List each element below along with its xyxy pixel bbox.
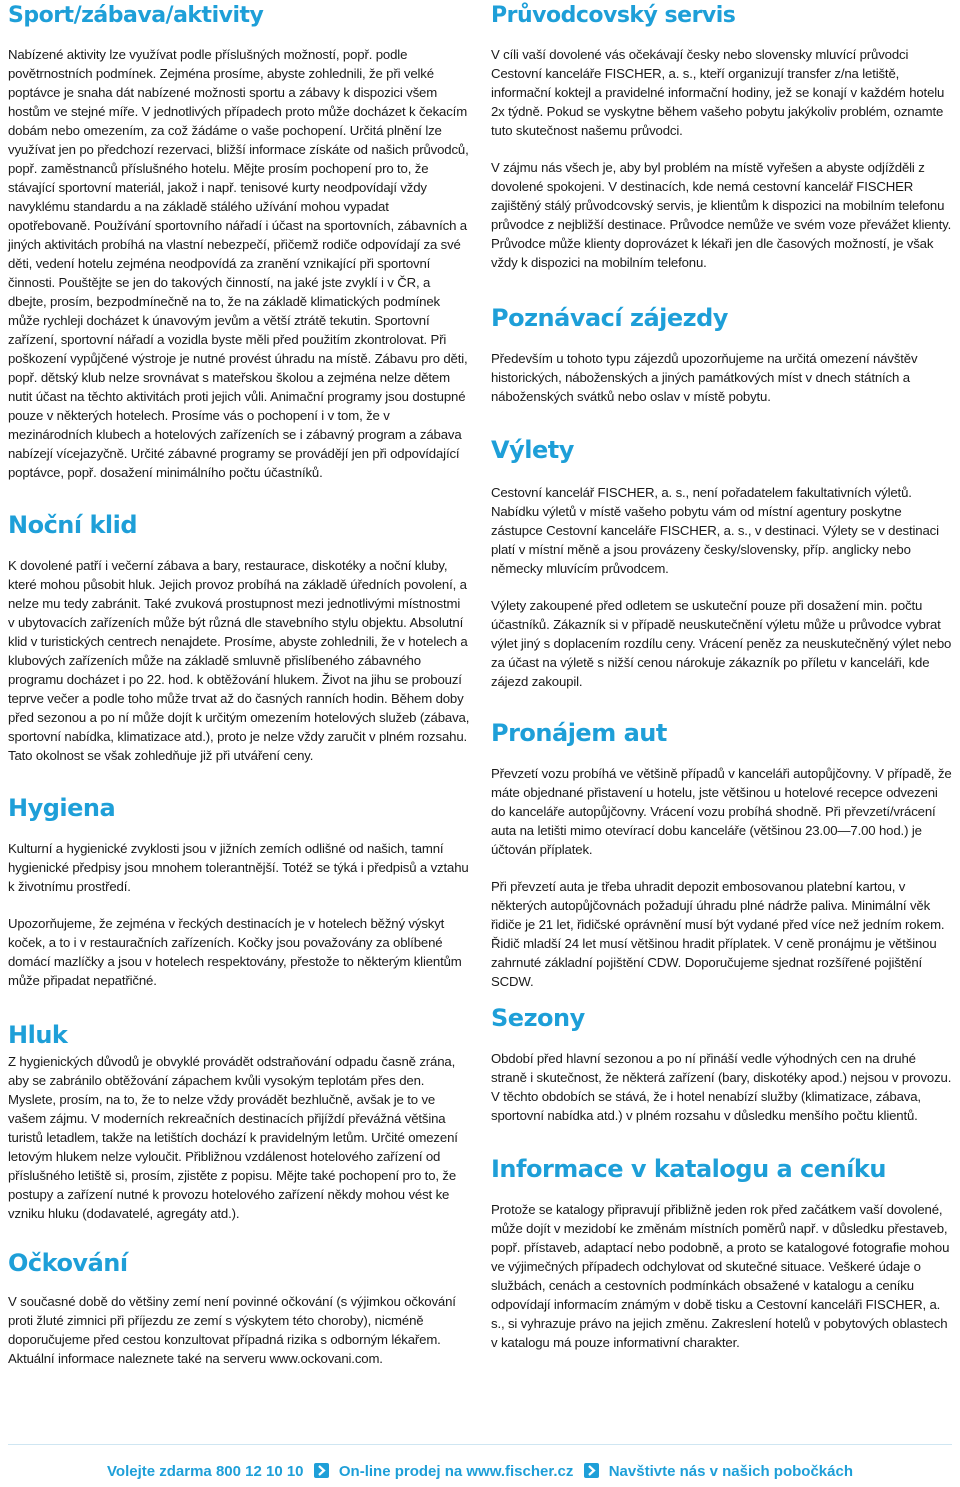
section-title: Informace v katalogu a ceníku [491, 1155, 886, 1183]
section-sezony [491, 1005, 953, 1125]
section-hygiena [8, 795, 470, 990]
section-text: Cestovní kancelář FISCHER, a. s., není pořadatelem fakultativních výletů. Nabídku výletů v místě vašeho pobytu vám od místní agentury poskytne zástupce Cestovní kanceláře FISCHER, a. s., v destinaci. Výlety se v destinaci platí v místní měně a jsou provázeny česky/slovensky, příp. anglicky nebo německy mluvícím průvodcem. [491, 485, 939, 577]
section-text: Při převzetí auta je třeba uhradit depozit embosovanou platební kartou, v některých autopůjčovnách požadují úhradu plné nádrže paliva. Minimální věk řidiče je 21 let, řidičské oprávnění musí být vydané před více než jedním rokem. Řidič mladší 24 let musí většinou hradit příplatek. V ceně pronájmu je většinou zahrnuté základní pojištění CDW. Doporučujeme sjednat rozšířené pojištění SCDW. [491, 879, 945, 990]
section-title: Pronájem aut [491, 719, 667, 747]
section-text: V současné době do většiny zemí není povinné očkování (s výjimkou očkování proti žluté zimnici při příjezdu ze zemí s výskytem této choroby), nicméně doporučujeme před cestou konzultovat případná rizika s odborným lékařem. Aktuální informace naleznete také na serveru www.ockovani.com. [8, 1294, 456, 1367]
section-informace [491, 1156, 953, 1352]
section-text: Výlety zakoupené před odletem se uskuteční pouze při dosažení min. počtu účastníků. Zákazník si v případě neuskutečnění výletu může u průvodce vybrat výlet jiný s doplacením rozdílu ceny. Vrácení peněz za neuskutečněný výlet nebo za účast na výletě s nižší cenou nárokuje zákazník po příletu v kanceláři, kde zájezd zakoupil. [491, 598, 952, 690]
chevron-right-icon [314, 1463, 329, 1478]
footer-phone: Volejte zdarma 800 12 10 10 [107, 1463, 304, 1480]
section-title: Výlety [491, 436, 574, 464]
footer-branches: Navštivte nás v našich pobočkách [608, 1463, 853, 1480]
chevron-right-icon [584, 1463, 599, 1478]
section-title: Sport/zábava/aktivity [8, 3, 264, 28]
section-text: Protože se katalogy připravují přibližně jeden rok před začátkem vaší dovolené, může dojít v mezidobí ke změnám místních poměrů např. v důsledku přestaveb, popř. přístaveb, adaptací nebo podobně, a proto se katalogové fotografie mohou ve výjimečných případech odchylovat od skutečné situace. Veškeré údaje o službách, cenách a cestovních podmínkách obsažené v katalogu a ceníku odpovídají informacím známým v době tisku a Cestovní kanceláři FISCHER, a. s., si vyhrazuje právo na jejich změnu. Zakreslení hotelů v pobytových oblastech v katalogu má pouze informativní charakter. [491, 1202, 950, 1351]
section-pronajem-aut [491, 720, 953, 991]
section-title: Hygiena [8, 794, 116, 822]
section-text: V zájmu nás všech je, aby byl problém na místě vyřešen a abyste odjížděli z dovolené spokojeni. V destinacích, kde nemá cestovní kancelář FISCHER zajištěný stálý průvodcovský servis, je klientům k dispozici na mobilním telefonu průvodce z nejbližší destinace. Průvodce nemůže ve svém voze převážet klienty. Průvodce může klienty doprovázet k lékaři jen dle časových možností, je však vždy k dispozici na mobilním telefonu. [491, 160, 952, 271]
footer-divider [8, 1444, 952, 1445]
section-title: Sezony [491, 1004, 585, 1032]
footer-bar [0, 1463, 960, 1480]
section-text: Především u tohoto typu zájezdů upozorňujeme na určitá omezení návštěv historických, náboženských a jiných památkových míst v dnech státních a náboženských svátků nebo oslav v místě pobytu. [491, 351, 918, 405]
section-title: Průvodcovský servis [491, 3, 736, 28]
section-poznavaci-zajezdy [491, 305, 953, 406]
section-text: Z hygienických důvodů je obvyklé provádět odstraňování odpadu časně zrána, aby se zabránilo obtěžování zápachem kvůli vysokým teplotám přes den. Myslete, prosím, na to, že to nelze vždy provádět bezhlučně, avšak je to ve vašem zájmu. V moderních rekreačních destinacích přijíždí převážná většina turistů letadlem, takže na letištích dochází k pravidelným letům. Určité omezení letovým hlukem nelze vyloučit. Přibližnou vzdálenost hotelového zařízení od příslušného letiště si, prosím, zjistěte z popisu. Mějte také pochopení pro to, že postupy a zařízení nutné k provozu hotelového zařízení někdy mohou vést ke vzniku hluku (dodavatelé, agregáty atd.). [8, 1054, 458, 1222]
section-pruvodcovsky-servis [491, 4, 953, 272]
section-text: Období před hlavní sezonou a po ní přináší vedle výhodných cen na druhé straně i skutečnost, že některá zařízení (bary, diskotéky apod.) nejsou v provozu. V těchto obdobích se stává, že i hotel nenabízí služby (klimatizace, zábava, sportovní nabídka atd.) v plném rozsahu v důsledku menšího počtu klientů. [491, 1051, 952, 1124]
section-title: Poznávací zájezdy [491, 304, 728, 332]
section-text: Nabízené aktivity lze využívat podle příslušných možností, popř. podle povětrnostních podmínek. Zejména prosíme, abyste zohlednili, že při velké poptávce je snaha dát nabízené možnosti sportu a zábavy k dispozici všem hostům ve stejné míře. V jednotlivých případech proto může docházet k čekacím dobám nebo omezením, za což žádáme o vaše pochopení. Určitá plnění lze využívat jen po předchozí rezervaci, bližší informace získáte od našich průvodců, popř. zaměstnanců příslušného hotelu. Mějte prosím pochopení pro to, že stávající sportovní materiál, jakož i např. tenisové kurty neodpovídají vždy navyklému standardu a na základě stálého užívání mohou vypadat opotřebovaně. Používání sportovního nářadí i účast na sportovních, zábavních a jiných aktivitách probíhá na vlastní nebezpečí, přičemž rodiče odpovídají za své děti, vedení hotelu zejména neodpovídá za zranění vznikající při sportovní činnosti. Pouštějte se jen do takových činností, na jaké jste zvyklí i v ČR, a dbejte, prosím, bezpodmínečně na to, že na základě klimatických podmínek může rychleji docházet k únavovým jevům a větší ztrátě tekutin. Sportovní zařízení, sportovní nářadí a vozidla byste měli před použitím zkontrolovat. Při poškození vypůjčené výstroje je nutné provést úhradu na místě. Zábavu pro děti, popř. dětský klub nelze srovnávat s mateřskou školou a zejména nelze dětem nutit účast na těchto aktivitách proti jejich vůli. Animační programy jsou dostupné pouze v některých hotelech. Prosíme vás o pochopení i v tom, že v mezinárodních klubech a hotelových zařízeních se i zábavný program a zábava nabízejí vícejazyčně. Určité zábavné programy se provádějí jen při odpovídající poptávce, popř. dosažení minimálního počtu účastníků. [8, 47, 469, 481]
section-text: V cíli vaší dovolené vás očekávají česky nebo slovensky mluvící průvodci Cestovní kanceláře FISCHER, a. s., kteří organizují transfer z/na letiště, informační koktejl a pravidelné informační hodiny, jež se konají v každém hotelu 2x týdně. Pokud se vyskytne během vašeho pobytu jakýkoliv problém, oznamte tuto skutečnost našemu průvodci. [491, 47, 945, 139]
section-text: K dovolené patří i večerní zábava a bary, restaurace, diskotéky a noční kluby, které mohou působit hluk. Jejich provoz probíhá na základě úředních povolení, a nelze mu tedy zabránit. Také zvuková prostupnost mezi jednotlivými místnostmi v ubytovacích zařízeních může být různá dle stavebního stylu objektu. Absolutní klid v turistických centrech nenajdete. Prosíme, abyste zohlednili, že v hotelech a klubových zařízeních může na základě smluvně přislíbeného zábavného programu docházet i po 22. hod. k obtěžování hlukem. Život na jihu se probouzí teprve večer a podle toho může trvat až do časných ranních hodin. Během doby před sezonou a po ní může dojít k určitým omezením hotelových služeb (zábava, sportovní nabídka, klimatizace atd.), proto je nelze vždy zaručit v plném rozsahu. Tato okolnost se však zohledňuje již při utváření ceny. [8, 558, 470, 764]
section-title: Noční klid [8, 511, 138, 539]
section-vylety [491, 437, 953, 691]
section-hluk [8, 1022, 470, 1223]
section-text: Převzetí vozu probíhá ve většině případů v kanceláři autopůjčovny. V případě, že máte objednané přistavení u hotelu, jste většinou u hotelové recepce odvezeni do kanceláře autopůjčovny. Vrácení vozu probíhá shodně. Při převzetí/vrácení auta na letišti mimo otevírací dobu kanceláře (většinou 23.00—7.00 hod.) je účtován příplatek. [491, 766, 952, 858]
section-nocni-klid [8, 512, 470, 765]
section-title: Očkování [8, 1249, 128, 1277]
section-sport [8, 4, 470, 482]
section-text: Upozorňujeme, že zejména v řeckých destinacích je v hotelech běžný výskyt koček, a to i v restauračních zařízeních. Kočky jsou považovány za oblíbené domácí mazlíčky a jsou v hotelech respektovány, přestože to některým klientům může připadat nepatřičné. [8, 916, 462, 989]
section-title: Hluk [8, 1021, 68, 1049]
section-ockovani [8, 1250, 470, 1368]
section-text: Kulturní a hygienické zvyklosti jsou v jižních zemích odlišné od našich, tamní hygienické předpisy jsou mnohem tolerantnější. Totéž se týká i předpisů a vztahu k životnímu prostředí. [8, 841, 469, 895]
footer-online-link[interactable]: On-line prodej na www.fischer.cz [338, 1463, 574, 1480]
